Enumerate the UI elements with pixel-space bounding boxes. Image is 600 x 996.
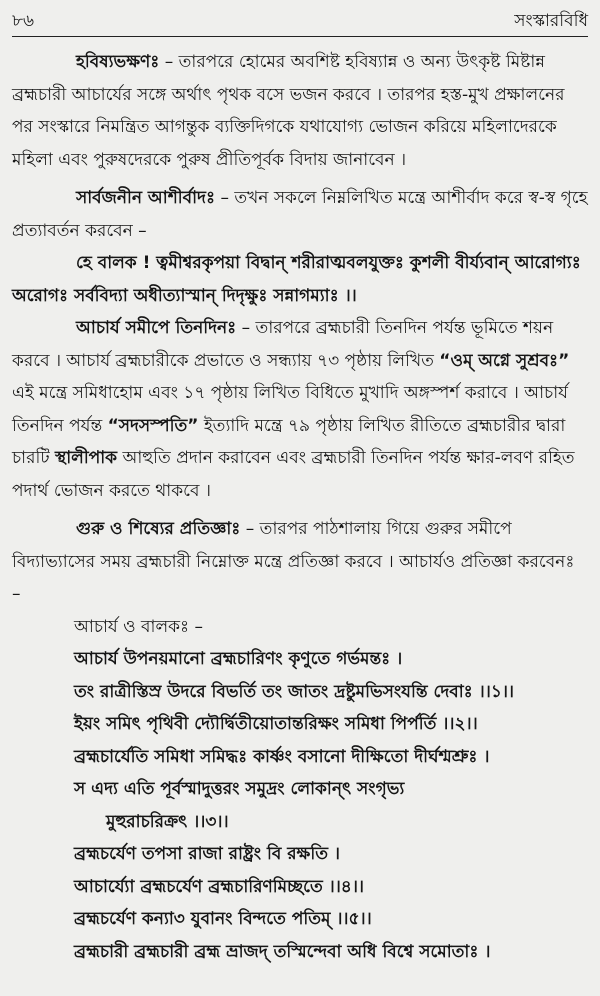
verse-line: ব্রহ্মচর্যেণ তপসা রাজা রাষ্ট্রং বি রক্ষতি । bbox=[74, 844, 340, 864]
page-header bbox=[12, 6, 588, 37]
paragraph-text: – তারপরে হোমের অবশিষ্ট হবিষ্যান্ন ও অন্য উৎকৃষ্ট মিষ্টান্ন ব্রহ্মচারী আচার্যের সঙ্গে অর্থাৎ পৃথক বসে ভজন করবে । তারপর হস্ত-মুখ প্রক্ষালনের পর সংস্কারে নিমন্ত্রিত আগন্তুক ব্যক্তিদিগকে যথাযোগ্য ভোজন করিয়ে মহিলাদেরকে মহিলা এবং পুরুষদেরকে পুরুষ প্রীতিপূর্বক বিদায় জানাবেন । bbox=[12, 52, 565, 170]
verse-line: তং রাত্রীস্তিস্র উদরে বিভর্তি তং জাতং দ্রষ্টুমভিসংযন্তি দেবাঃ ।।১।। bbox=[74, 681, 515, 702]
paragraph-text: – তখন সকলে নিম্নলিখিত মন্ত্রে আশীর্বাদ করে স্ব-স্ব গৃহে প্রত্যাবর্তন করবেন – bbox=[12, 188, 588, 241]
verse-line: ব্রহ্মচর্যেণ কন্যা৩ যুবানং বিন্দতে পতিম্ ।।৫।। bbox=[74, 909, 372, 929]
paragraph-havishya bbox=[12, 46, 588, 176]
paragraph-blessing-intro bbox=[12, 182, 588, 247]
verse-intro: আচার্য ও বালকঃ – bbox=[74, 616, 203, 637]
page-body bbox=[12, 46, 588, 968]
verse-line: আচার্য্যো ব্রহ্মচর্যেণ ব্রহ্মচারিণমিচ্ছতে ।।৪।। bbox=[74, 876, 364, 897]
term-sthalipak: স্থালীপাক bbox=[55, 448, 118, 468]
mantra-quote: “ওম্ অগ্নে সুশ্রবঃ” bbox=[439, 350, 570, 371]
section-heading: আচার্য সমীপে তিনদিনঃ bbox=[76, 318, 237, 338]
verse-line: ইয়ং সমিৎ পৃথিবী দ্যৌর্দ্বিতীয়োতান্তরিক্ষং সমিধা পির্পর্তি ।।২।। bbox=[74, 714, 478, 734]
verse-line: আচার্য উপনয়মানো ব্রহ্মচারিণং কৃণুতে গর্ভমন্তঃ । bbox=[74, 649, 403, 669]
section-heading: গুরু ও শিষ্যের প্রতিজ্ঞাঃ bbox=[76, 519, 241, 539]
section-heading: সার্বজনীন আশীর্বাদঃ bbox=[76, 188, 216, 208]
paragraph-vow bbox=[12, 513, 588, 611]
section-heading: হবিষ্যভক্ষণঃ bbox=[76, 52, 160, 72]
page-number: ৮৬ bbox=[12, 11, 35, 31]
running-title: সংস্কারবিধি bbox=[514, 11, 588, 31]
blessing-mantra: হে বালক ! ত্বমীশ্বরকৃপয়া বিদ্বান্ শরীরাত্মবলযুক্তঃ কুশলী বীর্য্যবান্ আরোগ্যঃ অরোগঃ সর্ববিদ্যা অধীত্যাস্মান্ দিদৃক্ষুঃ সন্নাগম্যাঃ ।। bbox=[12, 253, 581, 306]
verse-line: ব্রহ্মচারী ব্রহ্মচারী ব্রহ্ম ভ্রাজদ্ তস্মিন্দেবা অধি বিশ্বে সমোতাঃ । bbox=[74, 941, 491, 962]
verse-line: মুহুরাচরিক্রৎ ।।৩।। bbox=[106, 811, 229, 832]
mantra-quote: “সদসস্পতি” bbox=[107, 415, 199, 436]
paragraph-text: – তারপর পাঠশালায় গিয়ে গুরুর সমীপে বিদ্যাভ্যাসের সময় ব্রহ্মচারী নিম্নোক্ত মন্ত্রে প্রতিজ্ঞা করবে । আচার্যও প্রতিজ্ঞা করবেনঃ – bbox=[12, 519, 575, 604]
verse-line: ব্রহ্মচার্যেতি সমিধা সমিদ্ধঃ কার্ষ্ণং বসানো দীক্ষিতো দীর্ঘশ্মশ্রুঃ । bbox=[74, 746, 490, 767]
verse-line: স এদ্য এতি পূর্বস্মাদুত্তরং সমুদ্রং লোকান্‌ৎ সংগৃভ্য bbox=[74, 779, 405, 799]
paragraph-three-days: আচার্য সমীপে তিনদিনঃ – তারপরে ব্রহ্মচারী তিনদিন পর্যন্ত ভূমিতে শয়ন করবে । আচার্য ব্রহ্মচারীকে প্রভাতে ও সন্ধ্যায় ৭৩ পৃষ্ঠায় লিখিত “ওম্ অগ্নে সুশ্রবঃ” এই মন্ত্রে সমিধাহোম এবং ১৭ পৃষ্ঠায় লিখিত বিধিতে মুখাদি অঙ্গস্পর্শ করাবে । আচার্য তিনদিন পর্যন্ত “সদসস্পতি” ইত্যাদি মন্ত্রে ৭৯ পৃষ্ঠায় লিখিত রীতিতে ব্রহ্মচারীর দ্বারা চারটি স্থালীপাক আহুতি প্রদান করাবেন এবং ব্রহ্মচারী তিনদিন পর্যন্ত ক্ষার-লবণ রহিত পদার্থ ভোজন করতে থাকবে । bbox=[12, 318, 575, 501]
